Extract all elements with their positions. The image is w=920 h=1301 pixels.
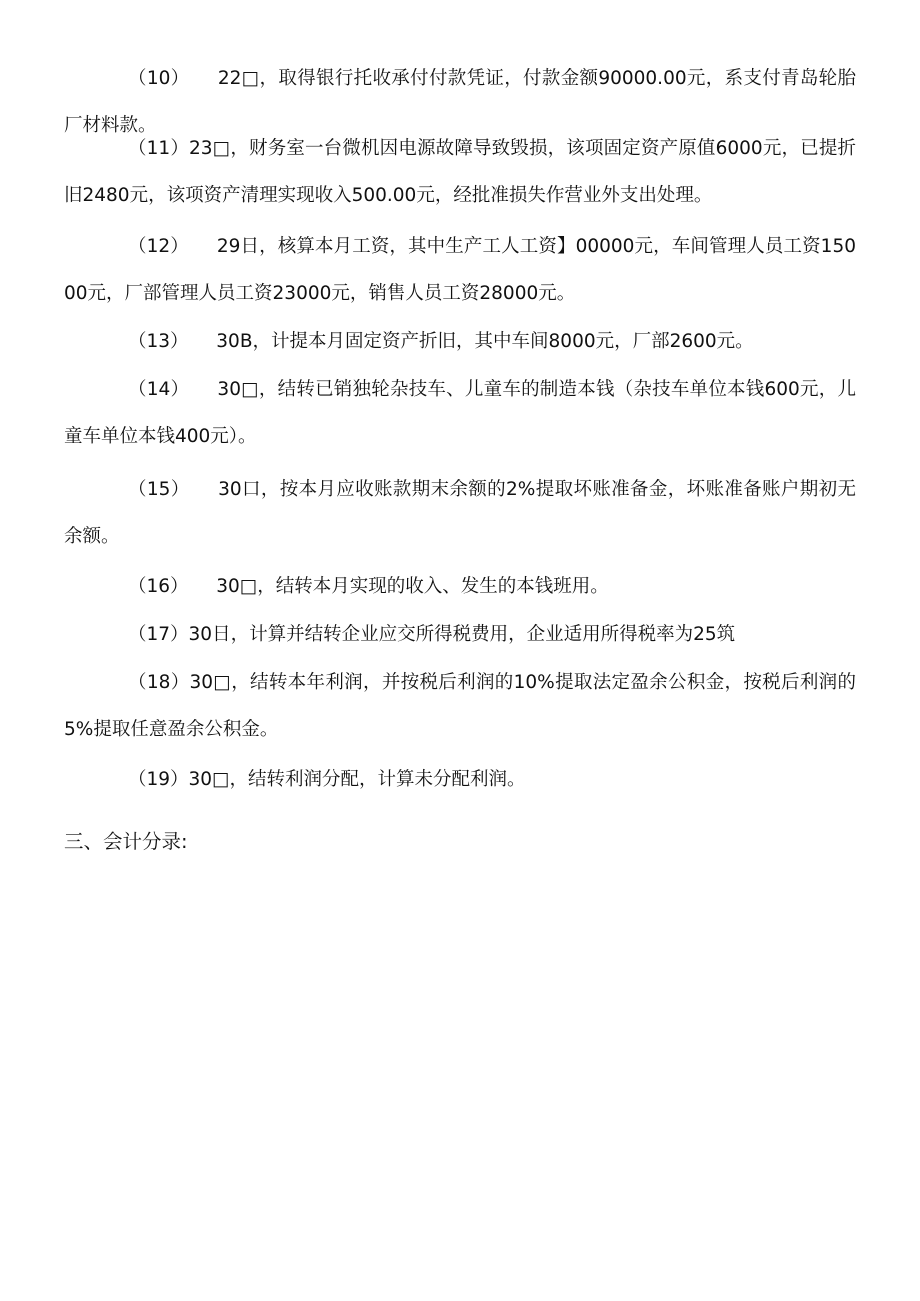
entry-17 [64,611,856,658]
entry-13 [64,318,856,365]
entry-11-text: （11）23□，财务室一台微机因电源故障导致毁损，该项固定资产原值6000元，已提折旧2480元，该项资产清理实现收入500.00元，经批准损失作营业外支出处理。 [64,138,856,206]
entry-14 [64,366,856,460]
entry-12-text: （12） 29日，核算本月工资，其中生产工人工资】00000元，车间管理人员工资15000元，厂部管理人员工资23000元，销售人员工资28000元。 [64,236,856,304]
entry-19 [64,756,856,803]
entry-18 [64,659,856,753]
entry-16-text: （16） 30□，结转本月实现的收入、发生的本钱班用。 [128,576,609,597]
entry-14-text: （14） 30□，结转已销独轮杂技车、儿童车的制造本钱（杂技车单位本钱600元，儿童车单位本钱400元）。 [64,379,856,447]
entry-12 [64,223,856,317]
entry-18-text: （18）30□，结转本年利润，并按税后利润的10%提取法定盈余公积金，按税后利润的5%提取任意盈余公积金。 [64,672,856,740]
entry-13-text: （13） 30B，计提本月固定资产折旧，其中车间8000元，厂部2600元。 [128,331,754,352]
entry-17-text: （17）30日，计算并结转企业应交所得税费用，企业适用所得税率为25筑 [128,624,736,645]
entry-19-text: （19）30□，结转利润分配，计算未分配利润。 [128,769,526,790]
entry-10-text: （10） 22□，取得银行托收承付付款凭证，付款金额90000.00元，系支付青岛轮胎厂材料款。 [64,68,856,136]
section-heading-accounting-entries: 三、会计分录: [64,830,188,853]
entry-16 [64,563,856,610]
entry-15 [64,466,856,560]
entry-15-text: （15） 30口，按本月应收账款期末余额的2%提取坏账准备金，坏账准备账户期初无余额。 [64,479,856,547]
entry-11 [64,125,856,219]
